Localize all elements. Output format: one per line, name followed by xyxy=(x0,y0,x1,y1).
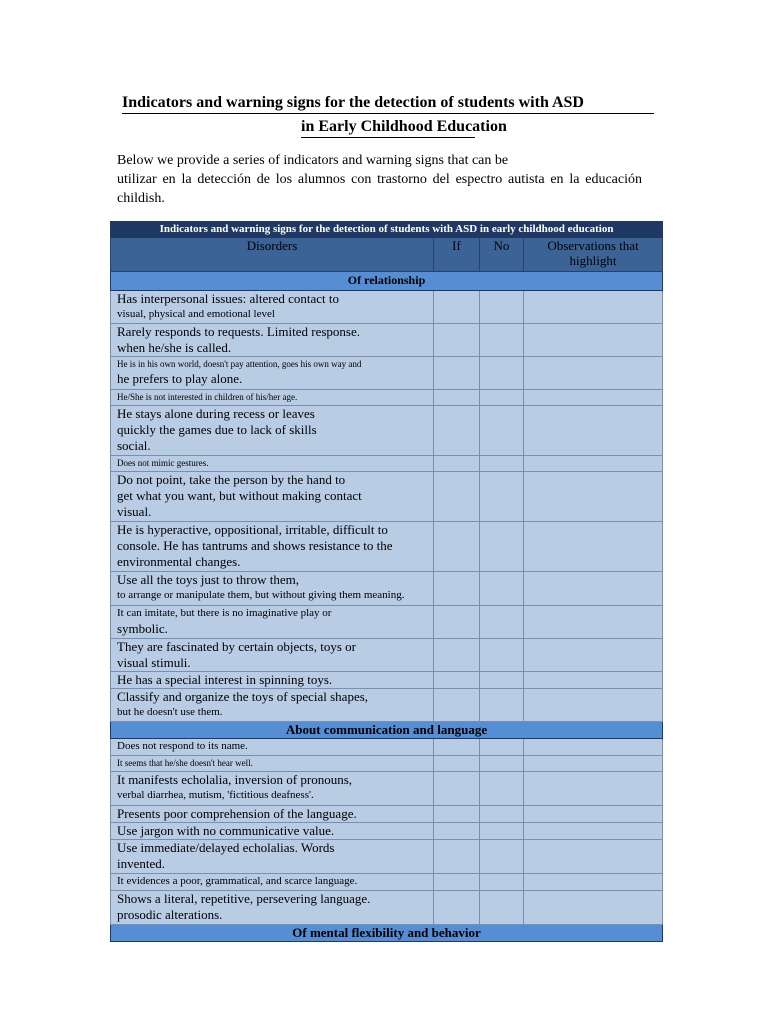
no-cell[interactable] xyxy=(480,572,524,606)
header-if: If xyxy=(434,238,480,272)
disorder-cell xyxy=(111,522,434,572)
observations-cell[interactable] xyxy=(524,891,663,925)
disorder-cell xyxy=(111,390,434,406)
table-row xyxy=(111,739,663,756)
disorder-cell xyxy=(111,772,434,806)
if-cell[interactable] xyxy=(434,874,480,891)
disorder-cell xyxy=(111,357,434,390)
header-observations: Observations that highlight xyxy=(524,238,663,272)
if-cell[interactable] xyxy=(434,522,480,572)
header-no: No xyxy=(480,238,524,272)
section-header-row xyxy=(111,722,663,739)
if-cell[interactable] xyxy=(434,456,480,472)
disorder-text: He is in his own world, doesn't pay attention, goes his own way and xyxy=(117,359,362,369)
disorder-cell xyxy=(111,672,434,689)
no-cell[interactable] xyxy=(480,772,524,806)
table-row xyxy=(111,689,663,722)
table-row xyxy=(111,390,663,406)
no-cell[interactable] xyxy=(480,823,524,840)
disorder-text: He stays alone during recess or leaves xyxy=(117,406,315,421)
disorder-text: It manifests echolalia, inversion of pronouns, xyxy=(117,772,353,787)
disorder-cell xyxy=(111,823,434,840)
disorder-text: It evidences a poor, grammatical, and scarce language. xyxy=(117,875,358,887)
disorder-cell xyxy=(111,739,434,756)
if-cell[interactable] xyxy=(434,806,480,823)
no-cell[interactable] xyxy=(480,324,524,357)
table-row xyxy=(111,606,663,639)
no-cell[interactable] xyxy=(480,472,524,522)
table-row xyxy=(111,756,663,772)
disorder-cell xyxy=(111,324,434,357)
observations-cell[interactable] xyxy=(524,840,663,874)
observations-cell[interactable] xyxy=(524,324,663,357)
no-cell[interactable] xyxy=(480,456,524,472)
table-caption-row xyxy=(111,222,663,238)
table-row xyxy=(111,772,663,806)
observations-cell[interactable] xyxy=(524,639,663,672)
table-row xyxy=(111,472,663,522)
no-cell[interactable] xyxy=(480,739,524,756)
disorder-text: verbal diarrhea, mutism, 'fictitious deafness'. xyxy=(117,789,314,801)
no-cell[interactable] xyxy=(480,606,524,639)
disorder-text: environmental changes. xyxy=(117,554,241,569)
disorder-text: Use jargon with no communicative value. xyxy=(117,823,335,838)
observations-cell[interactable] xyxy=(524,756,663,772)
intro-line-1: Below we provide a series of indicators and warning signs that can be xyxy=(117,153,509,168)
table-row xyxy=(111,406,663,456)
disorder-text: but he doesn't use them. xyxy=(117,706,223,718)
table-row xyxy=(111,456,663,472)
disorder-text: Shows a literal, repetitive, persevering language. xyxy=(117,891,371,906)
disorder-text: console. He has tantrums and shows resistance to the xyxy=(117,538,393,553)
disorder-text: Does not mimic gestures. xyxy=(117,458,209,468)
if-cell[interactable] xyxy=(434,823,480,840)
table-row xyxy=(111,357,663,390)
disorder-cell xyxy=(111,472,434,522)
if-cell[interactable] xyxy=(434,772,480,806)
if-cell[interactable] xyxy=(434,840,480,874)
section-title: Of relationship xyxy=(111,272,663,291)
section-header-row xyxy=(111,925,663,942)
observations-cell[interactable] xyxy=(524,672,663,689)
disorder-cell xyxy=(111,756,434,772)
table-row xyxy=(111,806,663,823)
disorder-text: They are fascinated by certain objects, toys or xyxy=(117,639,356,654)
disorder-text: visual stimuli. xyxy=(117,655,191,670)
disorder-text: symbolic. xyxy=(117,621,168,636)
disorder-text: Do not point, take the person by the hand to xyxy=(117,472,346,487)
disorder-text: to arrange or manipulate them, but without giving them meaning. xyxy=(117,589,405,601)
no-cell[interactable] xyxy=(480,689,524,722)
if-cell[interactable] xyxy=(434,739,480,756)
disorder-text: quickly the games due to lack of skills xyxy=(117,422,317,437)
disorder-text: It seems that he/she doesn't hear well. xyxy=(117,758,253,768)
if-cell[interactable] xyxy=(434,357,480,390)
intro-line-2: utilizar en la detección de los alumnos con trastorno del espectro autista en la educación xyxy=(117,172,642,187)
disorder-text: Presents poor comprehension of the language. xyxy=(117,806,357,821)
observations-cell[interactable] xyxy=(524,291,663,324)
disorder-text: social. xyxy=(117,438,151,453)
disorder-cell xyxy=(111,840,434,874)
disorder-cell xyxy=(111,406,434,456)
if-cell[interactable] xyxy=(434,406,480,456)
disorder-cell xyxy=(111,806,434,823)
disorder-cell xyxy=(111,606,434,639)
if-cell[interactable] xyxy=(434,639,480,672)
observations-cell[interactable] xyxy=(524,406,663,456)
disorder-text: visual, physical and emotional level xyxy=(117,308,275,320)
header-disorders: Disorders xyxy=(111,238,434,272)
no-cell[interactable] xyxy=(480,639,524,672)
disorder-text: Use immediate/delayed echolalias. Words xyxy=(117,840,335,855)
observations-cell[interactable] xyxy=(524,772,663,806)
table-row xyxy=(111,291,663,324)
observations-cell[interactable] xyxy=(524,472,663,522)
observations-cell[interactable] xyxy=(524,739,663,756)
disorder-cell xyxy=(111,572,434,606)
disorder-text: prosodic alterations. xyxy=(117,907,223,922)
if-cell[interactable] xyxy=(434,572,480,606)
disorder-text: Does not respond to its name. xyxy=(117,740,248,752)
section-title: Of mental flexibility and behavior xyxy=(111,925,663,942)
disorder-cell xyxy=(111,456,434,472)
disorder-cell xyxy=(111,874,434,891)
disorder-text: invented. xyxy=(117,856,166,871)
disorder-cell xyxy=(111,689,434,722)
table-row xyxy=(111,572,663,606)
observations-cell[interactable] xyxy=(524,572,663,606)
observations-cell[interactable] xyxy=(524,456,663,472)
if-cell[interactable] xyxy=(434,891,480,925)
disorder-text: Use all the toys just to throw them, xyxy=(117,572,299,587)
disorder-text: Has interpersonal issues: altered contact to xyxy=(117,291,340,306)
disorder-text: He is hyperactive, oppositional, irritable, difficult to xyxy=(117,522,388,537)
disorder-text: Classify and organize the toys of special shapes, xyxy=(117,689,369,704)
observations-cell[interactable] xyxy=(524,522,663,572)
table-row xyxy=(111,823,663,840)
observations-cell[interactable] xyxy=(524,390,663,406)
observations-cell[interactable] xyxy=(524,606,663,639)
if-cell[interactable] xyxy=(434,756,480,772)
indicators-table xyxy=(110,221,663,942)
no-cell[interactable] xyxy=(480,891,524,925)
table-row xyxy=(111,324,663,357)
observations-cell[interactable] xyxy=(524,874,663,891)
no-cell[interactable] xyxy=(480,406,524,456)
observations-cell[interactable] xyxy=(524,806,663,823)
no-cell[interactable] xyxy=(480,291,524,324)
section-title: About communication and language xyxy=(111,722,663,739)
if-cell[interactable] xyxy=(434,291,480,324)
document-subtitle: in Early Childhood Education xyxy=(301,117,475,138)
no-cell[interactable] xyxy=(480,390,524,406)
table-row xyxy=(111,891,663,925)
if-cell[interactable] xyxy=(434,606,480,639)
disorder-text: visual. xyxy=(117,504,152,519)
no-cell[interactable] xyxy=(480,672,524,689)
table-row xyxy=(111,672,663,689)
disorder-text: He has a special interest in spinning toys. xyxy=(117,672,333,687)
document-title: Indicators and warning signs for the detection of students with ASD xyxy=(122,93,654,114)
observations-cell[interactable] xyxy=(524,689,663,722)
table-header-row xyxy=(111,238,663,272)
if-cell[interactable] xyxy=(434,472,480,522)
disorder-text: Rarely responds to requests. Limited response. xyxy=(117,324,360,339)
table-row xyxy=(111,874,663,891)
disorder-cell xyxy=(111,639,434,672)
section-header-row xyxy=(111,272,663,291)
no-cell[interactable] xyxy=(480,806,524,823)
if-cell[interactable] xyxy=(434,689,480,722)
disorder-cell xyxy=(111,291,434,324)
table-row xyxy=(111,522,663,572)
intro-line-3: childish. xyxy=(117,191,165,206)
if-cell[interactable] xyxy=(434,390,480,406)
no-cell[interactable] xyxy=(480,357,524,390)
disorder-text: when he/she is called. xyxy=(117,340,232,355)
table-row xyxy=(111,840,663,874)
no-cell[interactable] xyxy=(480,756,524,772)
disorder-text: He/She is not interested in children of his/her age. xyxy=(117,392,298,402)
no-cell[interactable] xyxy=(480,522,524,572)
disorder-text: It can imitate, but there is no imaginative play or xyxy=(117,607,332,619)
disorder-cell xyxy=(111,891,434,925)
disorder-text: get what you want, but without making contact xyxy=(117,488,362,503)
no-cell[interactable] xyxy=(480,874,524,891)
if-cell[interactable] xyxy=(434,324,480,357)
observations-cell[interactable] xyxy=(524,357,663,390)
table-caption: Indicators and warning signs for the detection of students with ASD in early childhood education xyxy=(111,222,663,238)
table-row xyxy=(111,639,663,672)
if-cell[interactable] xyxy=(434,672,480,689)
disorder-text: he prefers to play alone. xyxy=(117,371,243,386)
observations-cell[interactable] xyxy=(524,823,663,840)
no-cell[interactable] xyxy=(480,840,524,874)
